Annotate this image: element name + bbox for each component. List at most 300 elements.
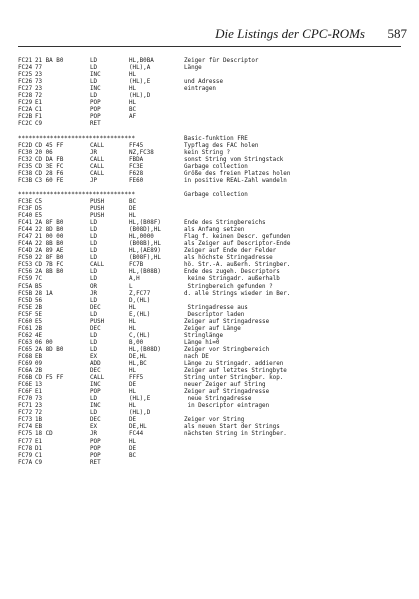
comment: Zeiger vor String	[184, 417, 245, 424]
opcode-bytes: 2B	[35, 304, 43, 311]
listing-row	[18, 107, 411, 114]
mnemonic: POP	[90, 445, 101, 452]
operand: HL	[129, 304, 137, 311]
operand: L	[129, 283, 133, 290]
listing-row	[18, 86, 411, 93]
operand: (B08D),HL	[129, 227, 161, 234]
mnemonic: DEC	[90, 417, 101, 424]
listing-row	[18, 424, 411, 431]
comment: in positive REAL-Zahl wandeln	[184, 177, 287, 184]
opcode-bytes: 22 8B B0	[35, 241, 64, 248]
opcode-bytes: 72	[35, 93, 43, 100]
mnemonic: PUSH	[90, 198, 105, 205]
address: FC5B	[18, 290, 33, 297]
operand: BC	[129, 107, 137, 114]
mnemonic: CALL	[90, 163, 105, 170]
listing-row	[18, 368, 411, 375]
operand: HL,(B08D)	[129, 346, 161, 353]
opcode-bytes: 09	[35, 361, 43, 368]
comment: Stringadresse aus	[184, 304, 248, 311]
address: FC28	[18, 93, 33, 100]
listing-row	[18, 227, 411, 234]
operand: FE60	[129, 177, 144, 184]
address: FC6B	[18, 375, 33, 382]
comment: Zeiger auf Stringadresse	[184, 318, 270, 325]
opcode-bytes: 22 8D B0	[35, 227, 64, 234]
operand: HL,(B08B)	[129, 269, 161, 276]
operand: A,H	[129, 276, 140, 283]
listing-row	[18, 220, 411, 227]
mnemonic: DEC	[90, 368, 101, 375]
listing-row	[18, 171, 411, 178]
listing-row	[18, 234, 411, 241]
address: FC2C	[18, 121, 33, 128]
mnemonic: JP	[90, 177, 98, 184]
opcode-bytes: 23	[35, 403, 43, 410]
opcode-bytes: CD F5 FF	[35, 375, 64, 382]
mnemonic: CALL	[90, 170, 105, 177]
operand: DE	[129, 417, 137, 424]
comment: Ende des zugeh. Descriptors	[184, 269, 280, 276]
opcode-bytes: 7C	[35, 276, 43, 283]
opcode-bytes: C9	[35, 459, 43, 466]
listing-row	[18, 150, 411, 157]
address: FC4A	[18, 241, 33, 248]
mnemonic: CALL	[90, 142, 105, 149]
mnemonic: RET	[90, 459, 101, 466]
operand: HL	[129, 100, 137, 107]
opcode-bytes: F1	[35, 114, 43, 121]
address: FC65	[18, 346, 33, 353]
operand: HL	[129, 389, 137, 396]
opcode-bytes: 77	[35, 65, 43, 72]
mnemonic: LD	[90, 248, 98, 255]
header-title: Die Listings der CPC-ROMs	[215, 26, 365, 41]
opcode-bytes: EB	[35, 424, 43, 431]
operand: FC7B	[129, 262, 144, 269]
mnemonic: LD	[90, 234, 98, 241]
header-rule	[18, 46, 401, 47]
operand: FC44	[129, 431, 144, 438]
opcode-bytes: 5E	[35, 311, 43, 318]
opcode-bytes: 2B	[35, 325, 43, 332]
mnemonic: JR	[90, 431, 98, 438]
operand: HL,BC	[129, 361, 147, 368]
operand: (B08B),HL	[129, 241, 161, 248]
operand: HL,0000	[129, 234, 154, 241]
comment: Typflag des FAC holen	[184, 142, 259, 149]
opcode-bytes: 4E	[35, 332, 43, 339]
operand: BC	[129, 198, 137, 205]
opcode-bytes: C1	[35, 107, 43, 114]
operand: HL,B0BA	[129, 58, 154, 64]
opcode-bytes: 23	[35, 86, 43, 93]
opcode-bytes: 2A 89 AE	[35, 248, 64, 255]
mnemonic: INC	[90, 382, 101, 389]
comment: hö. Str.-A. außerh. Stringber.	[184, 262, 291, 269]
comment: keine Stringadr. außerhalb	[184, 276, 280, 283]
address: FC38	[18, 170, 33, 177]
comment: in Descriptor eintragen	[184, 403, 270, 410]
opcode-bytes: 06 00	[35, 339, 53, 346]
comment: Zeiger für Descriptor	[184, 58, 259, 64]
address: FC79	[18, 452, 33, 459]
address: FC32	[18, 156, 33, 163]
section-title: Basic-funktion FRE	[184, 135, 248, 142]
comment: kein String ?	[184, 149, 231, 156]
operand: DE,HL	[129, 424, 147, 431]
address: FC60	[18, 318, 33, 325]
address: FC2D	[18, 142, 33, 149]
address: FC62	[18, 332, 33, 339]
listing-row	[18, 178, 411, 185]
opcode-bytes: CD 7B FC	[35, 262, 64, 269]
mnemonic: POP	[90, 114, 101, 121]
comment: Flag f. keinen Descr. gefunden	[184, 234, 291, 241]
listing-row	[18, 347, 411, 354]
listing-row	[18, 128, 411, 135]
comment: neue Stringadresse	[184, 396, 252, 403]
opcode-bytes: C9	[35, 121, 43, 128]
address: FC70	[18, 396, 33, 403]
mnemonic: LD	[90, 396, 98, 403]
opcode-bytes: 18 CD	[35, 431, 53, 438]
operand: (HL),D	[129, 410, 151, 417]
address: FC7A	[18, 459, 33, 466]
comment: neuer Zeiger auf String	[184, 382, 266, 389]
address: FC72	[18, 410, 33, 417]
address: FC3E	[18, 198, 33, 205]
mnemonic: POP	[90, 452, 101, 459]
opcode-bytes: C1	[35, 452, 43, 459]
address: FC44	[18, 227, 33, 234]
opcode-bytes: 23	[35, 72, 43, 79]
opcode-bytes: E5	[35, 213, 43, 220]
comment: Zeiger auf Stringadresse	[184, 389, 270, 396]
section-separator	[18, 192, 411, 199]
operand: DE,HL	[129, 353, 147, 360]
operand: NZ,FC38	[129, 149, 154, 156]
mnemonic: POP	[90, 107, 101, 114]
listing-row	[18, 284, 411, 291]
listing-row	[18, 340, 411, 347]
mnemonic: JR	[90, 290, 98, 297]
address: FC2B	[18, 114, 33, 121]
operand: DE	[129, 445, 137, 452]
address: FC71	[18, 403, 33, 410]
operand: DE	[129, 205, 137, 212]
listing-row	[18, 269, 411, 276]
operand: FC3E	[129, 163, 144, 170]
operand: BC	[129, 452, 137, 459]
opcode-bytes: CD DA FB	[35, 156, 64, 163]
comment: Länge hi=0	[184, 339, 220, 346]
comment: Ende des Stringbereichs	[184, 220, 266, 227]
mnemonic: OR	[90, 283, 98, 290]
opcode-bytes: D5	[35, 205, 43, 212]
listing-row	[18, 114, 411, 121]
operand: HL	[129, 438, 137, 445]
listing-row	[18, 199, 411, 206]
operand: F628	[129, 170, 144, 177]
mnemonic: CALL	[90, 375, 105, 382]
mnemonic: ADD	[90, 361, 101, 368]
address: FC3F	[18, 205, 33, 212]
mnemonic: LD	[90, 227, 98, 234]
operand: FBDA	[129, 156, 144, 163]
operand: (HL),E	[129, 396, 151, 403]
opcode-bytes: 2A 8F B0	[35, 220, 64, 227]
listing-row	[18, 291, 411, 298]
operand: HL	[129, 325, 137, 332]
address: FC5A	[18, 283, 33, 290]
address: FC21	[18, 58, 33, 64]
address: FC56	[18, 269, 33, 276]
listing-row	[18, 213, 411, 220]
mnemonic: LD	[90, 311, 98, 318]
listing-row	[18, 319, 411, 326]
mnemonic: LD	[90, 410, 98, 417]
opcode-bytes: CD 3E FC	[35, 163, 64, 170]
section-separator	[18, 136, 411, 143]
operand: C,(HL)	[129, 332, 151, 339]
opcode-bytes: E1	[35, 100, 43, 107]
address: FC53	[18, 262, 33, 269]
mnemonic: LD	[90, 339, 98, 346]
mnemonic: CALL	[90, 156, 105, 163]
operand: B,00	[129, 339, 144, 346]
listing-row	[18, 164, 411, 171]
address: FC6F	[18, 389, 33, 396]
mnemonic: POP	[90, 100, 101, 107]
listing-row	[18, 305, 411, 312]
operand: HL,(B08F)	[129, 220, 161, 227]
listing-row	[18, 143, 411, 150]
listing-row	[18, 403, 411, 410]
operand: HL	[129, 72, 137, 79]
operand: HL	[129, 213, 137, 220]
opcode-bytes: CD 28 F6	[35, 170, 64, 177]
comment: Länge	[184, 65, 202, 72]
comment: und Adresse	[184, 79, 224, 86]
address: FC6E	[18, 382, 33, 389]
address: FC77	[18, 438, 33, 445]
listing-row	[18, 375, 411, 382]
address: FC41	[18, 220, 33, 227]
comment: Länge zu Stringadr. addieren	[184, 361, 284, 368]
listing-row	[18, 65, 411, 72]
comment: Zeiger auf letztes Stringbyte	[184, 368, 287, 375]
address: FC63	[18, 339, 33, 346]
comment: String unter Stringber. kop.	[184, 375, 284, 382]
address: FC29	[18, 100, 33, 107]
listing-row	[18, 248, 411, 255]
listing-row	[18, 382, 411, 389]
comment: als Anfang setzen	[184, 227, 245, 234]
address: FC68	[18, 353, 33, 360]
mnemonic: INC	[90, 86, 101, 93]
address: FC24	[18, 65, 33, 72]
address: FC40	[18, 213, 33, 220]
opcode-bytes: 22 8F B0	[35, 255, 64, 262]
listing-row	[18, 389, 411, 396]
listing-row	[18, 276, 411, 283]
listing-row	[18, 93, 411, 100]
operand: E,(HL)	[129, 311, 151, 318]
address: FC2A	[18, 107, 33, 114]
address: FC75	[18, 431, 33, 438]
address: FC5F	[18, 311, 33, 318]
operand: (HL),A	[129, 65, 151, 72]
section-title: Garbage collection	[184, 191, 248, 198]
listing-row	[18, 326, 411, 333]
operand: (B08F),HL	[129, 255, 161, 262]
mnemonic: LD	[90, 255, 98, 262]
opcode-bytes: 72	[35, 410, 43, 417]
mnemonic: CALL	[90, 262, 105, 269]
comment: d. alle Strings wieder im Ber.	[184, 290, 291, 297]
operand: FF45	[129, 142, 144, 149]
operand: HL	[129, 86, 137, 93]
comment: Stringbereich gefunden ?	[184, 283, 273, 290]
listing-row	[18, 206, 411, 213]
listing-row	[18, 333, 411, 340]
listing-row	[18, 460, 411, 467]
comment: Zeiger auf Länge	[184, 325, 241, 332]
mnemonic: INC	[90, 403, 101, 410]
address: FC59	[18, 276, 33, 283]
mnemonic: JR	[90, 149, 98, 156]
address: FC47	[18, 234, 33, 241]
listing-row	[18, 431, 411, 438]
address: FC6A	[18, 368, 33, 375]
opcode-bytes: 13	[35, 382, 43, 389]
operand: HL	[129, 403, 137, 410]
mnemonic: DEC	[90, 325, 101, 332]
operand: HL	[129, 318, 137, 325]
listing-row	[18, 185, 411, 192]
listing-row	[18, 354, 411, 361]
listing-row	[18, 439, 411, 446]
mnemonic: LD	[90, 297, 98, 304]
operand: HL,(AE89)	[129, 248, 161, 255]
address: FC74	[18, 424, 33, 431]
operand: (HL),E	[129, 79, 151, 86]
address: FC25	[18, 72, 33, 79]
opcode-bytes: 21 00 00	[35, 234, 64, 241]
mnemonic: DEC	[90, 304, 101, 311]
comment: als neuen Start der Strings	[184, 424, 280, 431]
address: FC35	[18, 163, 33, 170]
comment: Garbage collection	[184, 163, 248, 170]
running-header	[60, 26, 407, 44]
address: FC61	[18, 325, 33, 332]
mnemonic: LD	[90, 220, 98, 227]
separator-stars: *********************************	[18, 135, 136, 142]
comment: Descriptor laden	[184, 311, 245, 318]
mnemonic: LD	[90, 93, 98, 100]
mnemonic: LD	[90, 241, 98, 248]
comment: als Zeiger auf Descriptor-Ende	[184, 241, 291, 248]
opcode-bytes: 28 1A	[35, 290, 53, 297]
mnemonic: LD	[90, 58, 98, 64]
listing-row	[18, 262, 411, 269]
opcode-bytes: E5	[35, 318, 43, 325]
comment: Zeiger auf Ende der Felder	[184, 248, 277, 255]
listing-row	[18, 121, 411, 128]
listing-row	[18, 157, 411, 164]
opcode-bytes: 56	[35, 297, 43, 304]
comment: nächsten String in Stringber.	[184, 431, 287, 438]
address: FC3B	[18, 177, 33, 184]
listing-row	[18, 241, 411, 248]
address: FC30	[18, 149, 33, 156]
operand: Z,FC77	[129, 290, 151, 297]
opcode-bytes: CD 45 FF	[35, 142, 64, 149]
address: FC26	[18, 79, 33, 86]
mnemonic: POP	[90, 389, 101, 396]
mnemonic: EX	[90, 353, 98, 360]
opcode-bytes: 21 BA B0	[35, 58, 64, 64]
opcode-bytes: E1	[35, 438, 43, 445]
listing-row	[18, 312, 411, 319]
opcode-bytes: D1	[35, 445, 43, 452]
listing-row	[18, 446, 411, 453]
assembly-listing	[18, 58, 411, 467]
address: FC27	[18, 86, 33, 93]
opcode-bytes: 73	[35, 79, 43, 86]
listing-row	[18, 453, 411, 460]
operand: FFF5	[129, 375, 144, 382]
mnemonic: RET	[90, 121, 101, 128]
comment: Größe des freien Platzes holen	[184, 170, 291, 177]
comment: eintragen	[184, 86, 216, 93]
address: FC50	[18, 255, 33, 262]
address: FC78	[18, 445, 33, 452]
opcode-bytes: C5	[35, 198, 43, 205]
operand: (HL),D	[129, 93, 151, 100]
listing-row	[18, 361, 411, 368]
listing-row	[18, 58, 411, 65]
address: FC73	[18, 417, 33, 424]
comment: als höchste Stringadresse	[184, 255, 273, 262]
listing-row	[18, 72, 411, 79]
opcode-bytes: EB	[35, 353, 43, 360]
comment: Zeiger vor Stringbereich	[184, 346, 270, 353]
address: FC69	[18, 361, 33, 368]
opcode-bytes: B5	[35, 283, 43, 290]
operand: AF	[129, 114, 137, 121]
mnemonic: LD	[90, 346, 98, 353]
page-number: 587	[387, 26, 407, 41]
operand: DE	[129, 382, 137, 389]
listing-row	[18, 79, 411, 86]
listing-row	[18, 417, 411, 424]
mnemonic: EX	[90, 424, 98, 431]
opcode-bytes: 73	[35, 396, 43, 403]
operand: HL	[129, 368, 137, 375]
comment: Stringlänge	[184, 332, 224, 339]
opcode-bytes: C3 60 FE	[35, 177, 64, 184]
opcode-bytes: 1B	[35, 417, 43, 424]
listing-row	[18, 396, 411, 403]
comment: sonst String vom Stringstack	[184, 156, 284, 163]
address: FC5E	[18, 304, 33, 311]
opcode-bytes: E1	[35, 389, 43, 396]
mnemonic: LD	[90, 276, 98, 283]
separator-stars: *********************************	[18, 191, 136, 198]
opcode-bytes: 20 06	[35, 149, 53, 156]
